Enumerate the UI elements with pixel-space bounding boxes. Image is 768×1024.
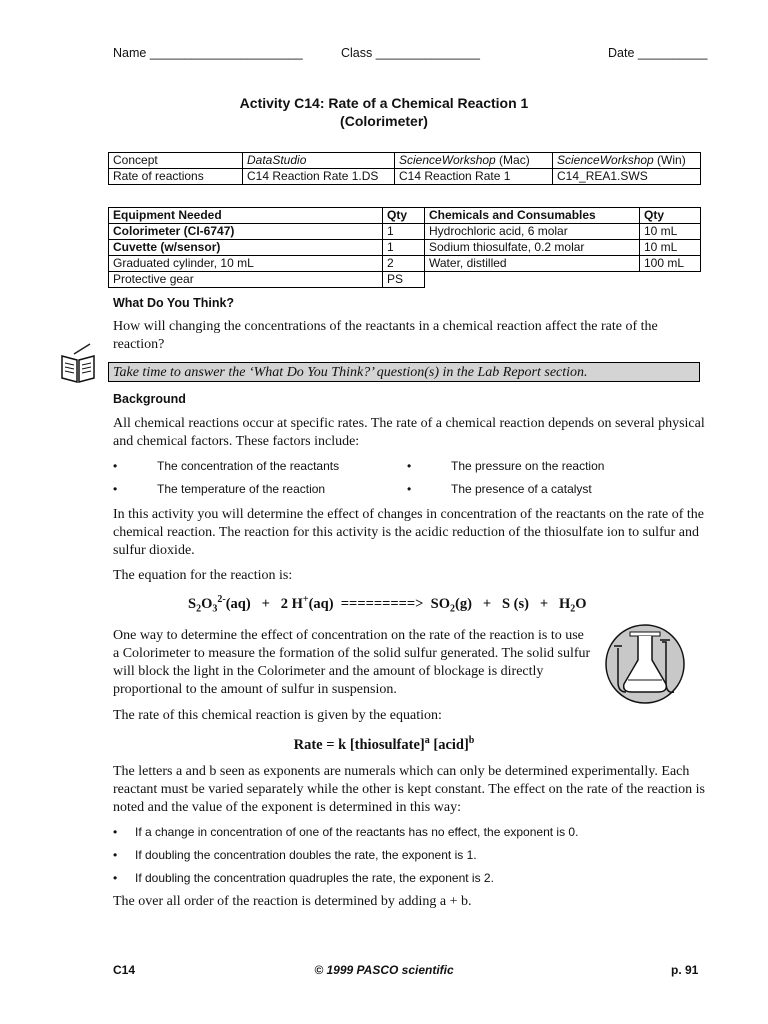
equipment-table-row	[109, 240, 701, 256]
software-cell-sw-win: C14_REA1.SWS	[553, 169, 701, 185]
rate-equation: Rate = k [thiosulfate]$^a$ [acid]$^b$	[293, 735, 475, 753]
chemicals-header: Chemicals and Consumables	[425, 208, 640, 224]
background-intro: All chemical reactions occur at specific rates. The rate of a chemical reaction depends on several physical and chemical factors. These factors include:	[113, 416, 705, 449]
equipment-table-header-row	[109, 208, 701, 224]
chemicals-qty-header: Qty	[640, 208, 701, 224]
equipment-qty-cell: 1	[383, 240, 425, 256]
footer-activity-code: C14	[113, 963, 136, 977]
bullet-icon: •	[407, 482, 412, 496]
equipment-table-row	[109, 224, 701, 240]
footer-copyright: © 1999 PASCO scientific	[314, 963, 454, 977]
equipment-qty-cell: 1	[383, 224, 425, 240]
software-cell-sw-mac: C14 Reaction Rate 1	[395, 169, 553, 185]
flask-icon	[604, 622, 686, 706]
software-table-row	[109, 169, 701, 185]
equation-intro: The equation for the reaction is:	[113, 568, 293, 583]
equipment-table	[108, 207, 701, 288]
factor-item: The temperature of the reaction	[157, 482, 326, 496]
rule-item: If doubling the concentration doubles the rate, the exponent is 1.	[135, 848, 477, 862]
bullet-icon: •	[113, 825, 118, 839]
equipment-qty-cell: 2	[383, 256, 425, 272]
equipment-table-row	[109, 272, 701, 288]
software-header-datastudio: DataStudio	[243, 153, 395, 169]
class-field-label: Class _______________	[341, 46, 481, 60]
section-heading-what-do-you-think: What Do You Think?	[113, 296, 235, 310]
footer-page-number: p. 91	[671, 963, 699, 977]
bullet-icon: •	[113, 871, 118, 885]
page-subtitle: (Colorimeter)	[340, 113, 428, 129]
rule-item: If doubling the concentration quadruples the rate, the exponent is 2.	[135, 871, 494, 885]
reaction-equation: $S_2O_3^{2-}(aq)$ + 2 H+(aq) =========> $SO_2(g)$ + S (s) + $H_2O$	[188, 594, 587, 615]
book-icon	[60, 342, 96, 384]
equipment-cell: Protective gear	[109, 272, 383, 288]
software-cell-datastudio: C14 Reaction Rate 1.DS	[243, 169, 395, 185]
name-field-label: Name ______________________	[113, 46, 303, 60]
background-paragraph-4: The letters a and b seen as exponents are numerals which can only be determined experimentally. Each reactant must be varied separately while the other is kept constant. The effect on the rate of the reaction is noted and the value of the exponent is determined in this way:	[113, 764, 705, 815]
empty-cell	[640, 272, 701, 288]
chemical-qty-cell: 10 mL	[640, 240, 701, 256]
bullet-icon: •	[407, 459, 412, 473]
factor-item: The concentration of the reactants	[157, 459, 340, 473]
background-paragraph-3: One way to determine the effect of concentration on the rate of the reaction is to use a Colorimeter to measure the formation of the solid sulfur generated. The solid sulfur will block the light in the Colorimeter and the amount of blockage is directly proportional to the amount of sulfur in suspension.	[113, 628, 591, 697]
bullet-icon: •	[113, 459, 118, 473]
date-field-label: Date __________	[608, 46, 708, 60]
equipment-cell: Colorimeter (CI-6747)	[109, 224, 383, 240]
bullet-icon: •	[113, 848, 118, 862]
equipment-qty-cell: PS	[383, 272, 425, 288]
background-paragraph-2: In this activity you will determine the effect of changes in concentration of the reactants on the rate of the chemical reaction. The reaction for this activity is the acidic reduction of the thiosulfate ion to sulfur and sulfur dioxide.	[113, 507, 705, 558]
chemical-cell: Sodium thiosulfate, 0.2 molar	[425, 240, 640, 256]
rule-item: If a change in concentration of one of the reactants has no effect, the exponent is 0.	[135, 825, 579, 839]
software-cell-concept: Rate of reactions	[109, 169, 243, 185]
equipment-qty-header: Qty	[383, 208, 425, 224]
lab-report-note: Take time to answer the ‘What Do You Think?’ question(s) in the Lab Report section.	[108, 362, 700, 382]
section-heading-background: Background	[113, 392, 186, 406]
page-title: Activity C14: Rate of a Chemical Reaction 1	[239, 95, 529, 111]
software-header-sw-mac: ScienceWorkshop (Mac)	[395, 153, 553, 169]
empty-cell	[425, 272, 640, 288]
software-table	[108, 152, 701, 185]
software-header-concept: Concept	[109, 153, 243, 169]
software-table-header-row	[109, 153, 701, 169]
equipment-cell: Cuvette (w/sensor)	[109, 240, 383, 256]
equipment-table-row	[109, 256, 701, 272]
bullet-icon: •	[113, 482, 118, 496]
equipment-header: Equipment Needed	[109, 208, 383, 224]
question-text: How will changing the concentrations of the reactants in a chemical reaction affect the rate of the reaction?	[113, 319, 658, 352]
chemical-cell: Hydrochloric acid, 6 molar	[425, 224, 640, 240]
software-header-sw-win: ScienceWorkshop (Win)	[553, 153, 701, 169]
rate-intro: The rate of this chemical reaction is given by the equation:	[113, 708, 442, 723]
equipment-cell: Graduated cylinder, 10 mL	[109, 256, 383, 272]
conclusion-text: The over all order of the reaction is determined by adding a + b.	[113, 894, 472, 909]
factor-item: The pressure on the reaction	[451, 459, 605, 473]
chemical-qty-cell: 100 mL	[640, 256, 701, 272]
chemical-cell: Water, distilled	[425, 256, 640, 272]
factor-item: The presence of a catalyst	[451, 482, 592, 496]
chemical-qty-cell: 10 mL	[640, 224, 701, 240]
